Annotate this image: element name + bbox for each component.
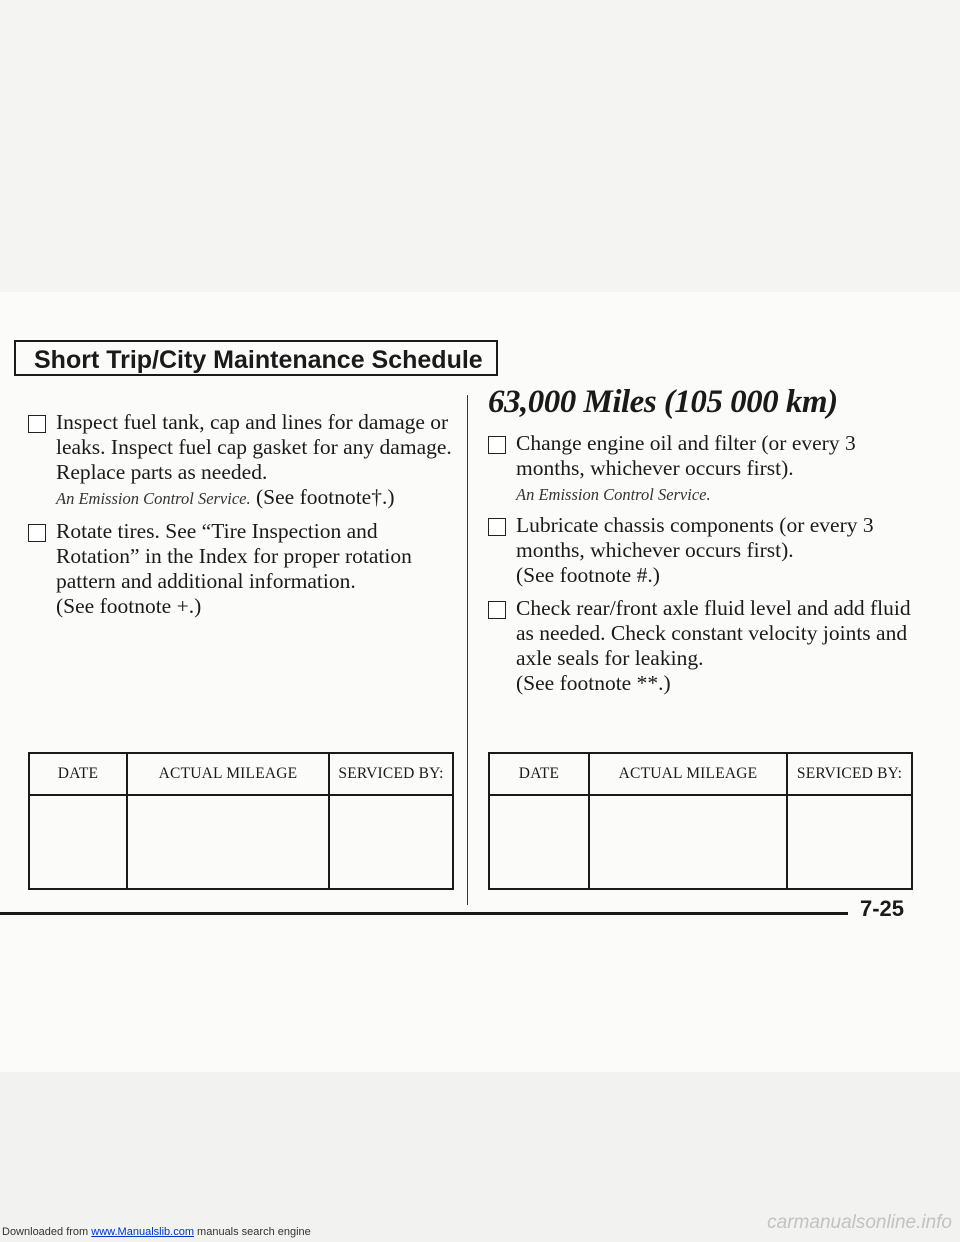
- item-text: Rotate tires. See “Tire Inspection and Rotation” in the Index for proper rotation pattern and additional information.: [56, 519, 412, 593]
- checklist-item: [488, 431, 928, 505]
- manualslib-link[interactable]: www.Manualslib.com: [91, 1226, 194, 1238]
- table-header-row: [29, 753, 453, 795]
- emission-note: An Emission Control Service.: [56, 489, 251, 508]
- footnote-ref: (See footnote **.): [516, 671, 671, 695]
- checkbox[interactable]: [28, 415, 46, 433]
- checkbox[interactable]: [488, 601, 506, 619]
- mileage-heading: 63,000 Miles (105 000 km): [488, 384, 838, 420]
- item-text: Change engine oil and filter (or every 3 months, whichever occurs first).: [516, 431, 856, 480]
- checkbox[interactable]: [28, 524, 46, 542]
- checkbox[interactable]: [488, 518, 506, 536]
- checklist-item: [28, 410, 458, 511]
- download-note: [2, 1226, 311, 1238]
- date-cell[interactable]: [29, 795, 127, 889]
- right-column: [488, 384, 928, 704]
- download-prefix: Downloaded from: [2, 1226, 89, 1238]
- checklist-item: [488, 596, 928, 696]
- service-record-table: [28, 752, 454, 890]
- column-header-mileage: ACTUAL MILEAGE: [127, 753, 329, 795]
- service-record-table: [488, 752, 913, 890]
- footnote-ref: (See footnote†.): [256, 485, 395, 509]
- column-divider: [467, 395, 468, 905]
- checklist-item: [488, 513, 928, 588]
- page-number: 7-25: [860, 896, 905, 921]
- download-suffix: manuals search engine: [197, 1226, 311, 1238]
- serviced-by-cell[interactable]: [329, 795, 453, 889]
- serviced-by-cell[interactable]: [787, 795, 912, 889]
- column-header-date: DATE: [29, 753, 127, 795]
- left-column: [28, 410, 458, 627]
- footer-rule: [0, 912, 848, 915]
- column-header-serviced-by: SERVICED BY:: [329, 753, 453, 795]
- table-row: [489, 795, 912, 889]
- column-header-mileage: ACTUAL MILEAGE: [589, 753, 787, 795]
- checklist-item: [28, 519, 458, 619]
- item-text: Inspect fuel tank, cap and lines for damage or leaks. Inspect fuel cap gasket for any damage. Replace parts as needed.: [56, 410, 452, 484]
- mileage-cell[interactable]: [589, 795, 787, 889]
- checkbox[interactable]: [488, 436, 506, 454]
- section-header: Short Trip/City Maintenance Schedule: [14, 340, 498, 376]
- footnote-ref: (See footnote +.): [56, 594, 202, 618]
- table-header-row: [489, 753, 912, 795]
- item-text: Check rear/front axle fluid level and add fluid as needed. Check constant velocity joints and axle seals for leaking.: [516, 596, 911, 670]
- footnote-ref: (See footnote #.): [516, 563, 660, 587]
- date-cell[interactable]: [489, 795, 589, 889]
- column-header-serviced-by: SERVICED BY:: [787, 753, 912, 795]
- item-note-line: [56, 485, 458, 511]
- emission-note: An Emission Control Service.: [516, 485, 711, 504]
- table-row: [29, 795, 453, 889]
- item-text: Lubricate chassis components (or every 3 months, whichever occurs first).: [516, 513, 874, 562]
- column-header-date: DATE: [489, 753, 589, 795]
- mileage-cell[interactable]: [127, 795, 329, 889]
- site-watermark: carmanualsonline.info: [767, 1212, 952, 1233]
